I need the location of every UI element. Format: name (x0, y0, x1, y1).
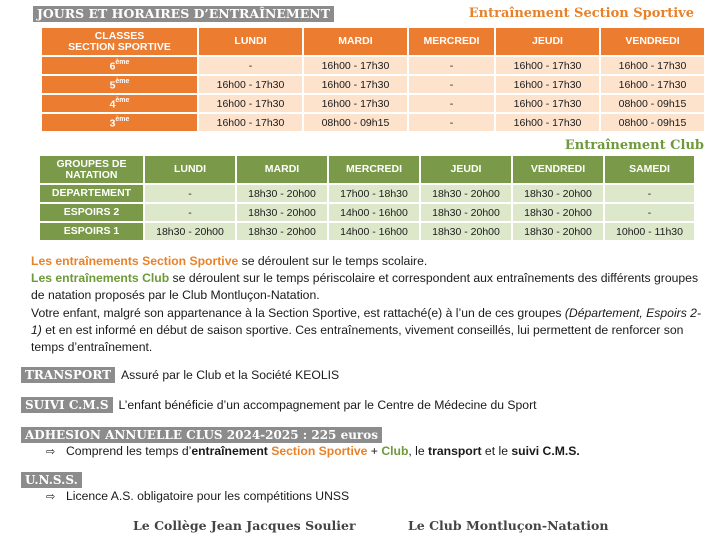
table-cell: 18h30 - 20h00 (145, 223, 235, 240)
transport-text: Assuré par le Club et la Société KEOLIS (121, 368, 340, 382)
table-cell: 18h30 - 20h00 (421, 185, 511, 202)
table-cell: 16h00 - 17h30 (304, 57, 407, 74)
club-rest: se déroulent sur le temps périscolaire et correspondent aux entraînements des différents groupes de natation proposés par le Club Montluçon-Natation. (31, 271, 699, 302)
table-cell: 17h00 - 18h30 (329, 185, 419, 202)
table-cell: 18h30 - 20h00 (513, 185, 603, 202)
group-label: DEPARTEMENT (40, 185, 143, 202)
table-cell: 18h30 - 20h00 (237, 185, 327, 202)
class-label: 6ème (42, 57, 197, 74)
adhesion-tag: ADHESION ANNUELLE CLUS 2024-2025 : 225 euros (21, 427, 382, 443)
table-cell: - (409, 114, 494, 131)
footer-college: Le Collège Jean Jacques Soulier (133, 518, 356, 533)
group-description (31, 305, 711, 356)
club-header-row (40, 156, 694, 183)
table-cell: - (199, 57, 302, 74)
table-cell: - (409, 95, 494, 112)
unss-row (21, 472, 82, 489)
column-header: VENDREDI (513, 156, 603, 183)
club-sentence (31, 270, 711, 304)
table-cell: 16h00 - 17h30 (199, 76, 302, 93)
class-label: 3ème (42, 114, 197, 131)
table-cell: 16h00 - 17h30 (304, 76, 407, 93)
table-cell: 18h30 - 20h00 (513, 204, 603, 221)
sport-corner-header (42, 28, 197, 55)
adhesion-club: Club (381, 444, 409, 458)
group-text-after: et en est informé en début de saison sportive. Ces entraînements, vivement conseillés, lui permettent de renforcer son temps d’entraînement. (31, 323, 684, 354)
table-cell: 16h00 - 17h30 (601, 76, 704, 93)
table-cell: 14h00 - 16h00 (329, 204, 419, 221)
column-header: JEUDI (421, 156, 511, 183)
column-header: LUNDI (199, 28, 302, 55)
column-header: SAMEDI (605, 156, 694, 183)
adhesion-plus: + (367, 444, 382, 458)
column-header: VENDREDI (601, 28, 704, 55)
table-row (40, 223, 694, 240)
table-row (40, 185, 694, 202)
suivi-tag: SUIVI C.M.S (21, 397, 113, 413)
schedule-banner: JOURS ET HORAIRES D’ENTRAÎNEMENT (33, 6, 334, 22)
table-cell: 16h00 - 17h30 (199, 114, 302, 131)
club-section-label: Entraînement Club (564, 138, 704, 153)
arrow-right-icon: ⇨ (46, 445, 56, 458)
sport-header-row (42, 28, 704, 55)
class-label: 5ème (42, 76, 197, 93)
table-cell: 16h00 - 17h30 (496, 114, 599, 131)
transport-row (21, 367, 339, 384)
table-cell: - (145, 185, 235, 202)
table-cell: - (605, 204, 694, 221)
table-row (40, 204, 694, 221)
corner-line: SECTION SPORTIVE (68, 40, 171, 53)
table-cell: 16h00 - 17h30 (496, 76, 599, 93)
group-label: ESPOIRS 2 (40, 204, 143, 221)
adhesion-comma: , le (408, 444, 429, 458)
group-list: (Département, Espoirs 2-1) (31, 306, 702, 337)
column-header: LUNDI (145, 156, 235, 183)
suivi-text: L’enfant bénéficie d’un accompagnement par le Centre de Médecine du Sport (118, 398, 537, 412)
training-description (31, 253, 711, 304)
table-row (42, 95, 704, 112)
table-cell: 16h00 - 17h30 (304, 95, 407, 112)
table-cell: 18h30 - 20h00 (421, 204, 511, 221)
adhesion-sport: Section Sportive (271, 444, 368, 458)
column-header: MARDI (237, 156, 327, 183)
table-cell: 16h00 - 17h30 (601, 57, 704, 74)
table-cell: 16h00 - 17h30 (199, 95, 302, 112)
table-cell: 18h30 - 20h00 (237, 204, 327, 221)
column-header: MARDI (304, 28, 407, 55)
table-cell: 10h00 - 11h30 (605, 223, 694, 240)
table-cell: - (145, 204, 235, 221)
unss-tag: U.N.S.S. (21, 472, 82, 488)
adhesion-and: et le (481, 444, 512, 458)
table-cell: 16h00 - 17h30 (496, 57, 599, 74)
column-header: MERCREDI (329, 156, 419, 183)
group-label: ESPOIRS 1 (40, 223, 143, 240)
club-phrase: Les entraînements Club (31, 271, 170, 285)
table-cell: - (409, 57, 494, 74)
arrow-right-icon: ⇨ (46, 490, 56, 503)
column-header: MERCREDI (409, 28, 494, 55)
table-cell: - (605, 185, 694, 202)
table-cell: - (409, 76, 494, 93)
sport-phrase: Les entraînements Section Sportive (31, 254, 239, 268)
corner-line: CLASSES (94, 29, 145, 42)
table-row (42, 114, 704, 131)
adhesion-suivi: suivi C.M.S. (511, 444, 580, 458)
suivi-row (21, 397, 537, 414)
table-row (42, 57, 704, 74)
adhesion-training: entraînement (191, 444, 268, 458)
corner-line: GROUPES DE (56, 157, 127, 170)
unss-bullet (46, 488, 349, 505)
table-cell: 18h30 - 20h00 (237, 223, 327, 240)
adhesion-row (21, 427, 382, 444)
unss-text: Licence A.S. obligatoire pour les compétitions UNSS (66, 489, 350, 503)
sport-schedule-table (40, 26, 706, 133)
sport-sentence (31, 253, 711, 270)
table-cell: 14h00 - 16h00 (329, 223, 419, 240)
sport-rest: se déroulent sur le temps scolaire. (238, 254, 428, 268)
corner-line: NATATION (65, 168, 118, 181)
sport-section-label: Entraînement Section Sportive (468, 6, 694, 21)
group-text-before: Votre enfant, malgré son appartenance à la Section Sportive, est rattaché(e) à l’un de ces groupes (31, 306, 565, 320)
table-cell: 08h00 - 09h15 (304, 114, 407, 131)
class-label: 4ème (42, 95, 197, 112)
column-header: JEUDI (496, 28, 599, 55)
table-cell: 18h30 - 20h00 (513, 223, 603, 240)
adhesion-bullet (46, 443, 580, 460)
table-cell: 16h00 - 17h30 (496, 95, 599, 112)
transport-tag: TRANSPORT (21, 367, 115, 383)
footer-club: Le Club Montluçon-Natation (408, 518, 609, 533)
table-cell: 08h00 - 09h15 (601, 95, 704, 112)
table-cell: 08h00 - 09h15 (601, 114, 704, 131)
club-schedule-table (38, 154, 696, 242)
table-cell: 18h30 - 20h00 (421, 223, 511, 240)
table-row (42, 76, 704, 93)
club-corner-header (40, 156, 143, 183)
adhesion-lead: Comprend les temps d’ (66, 444, 192, 458)
adhesion-transport: transport (428, 444, 482, 458)
